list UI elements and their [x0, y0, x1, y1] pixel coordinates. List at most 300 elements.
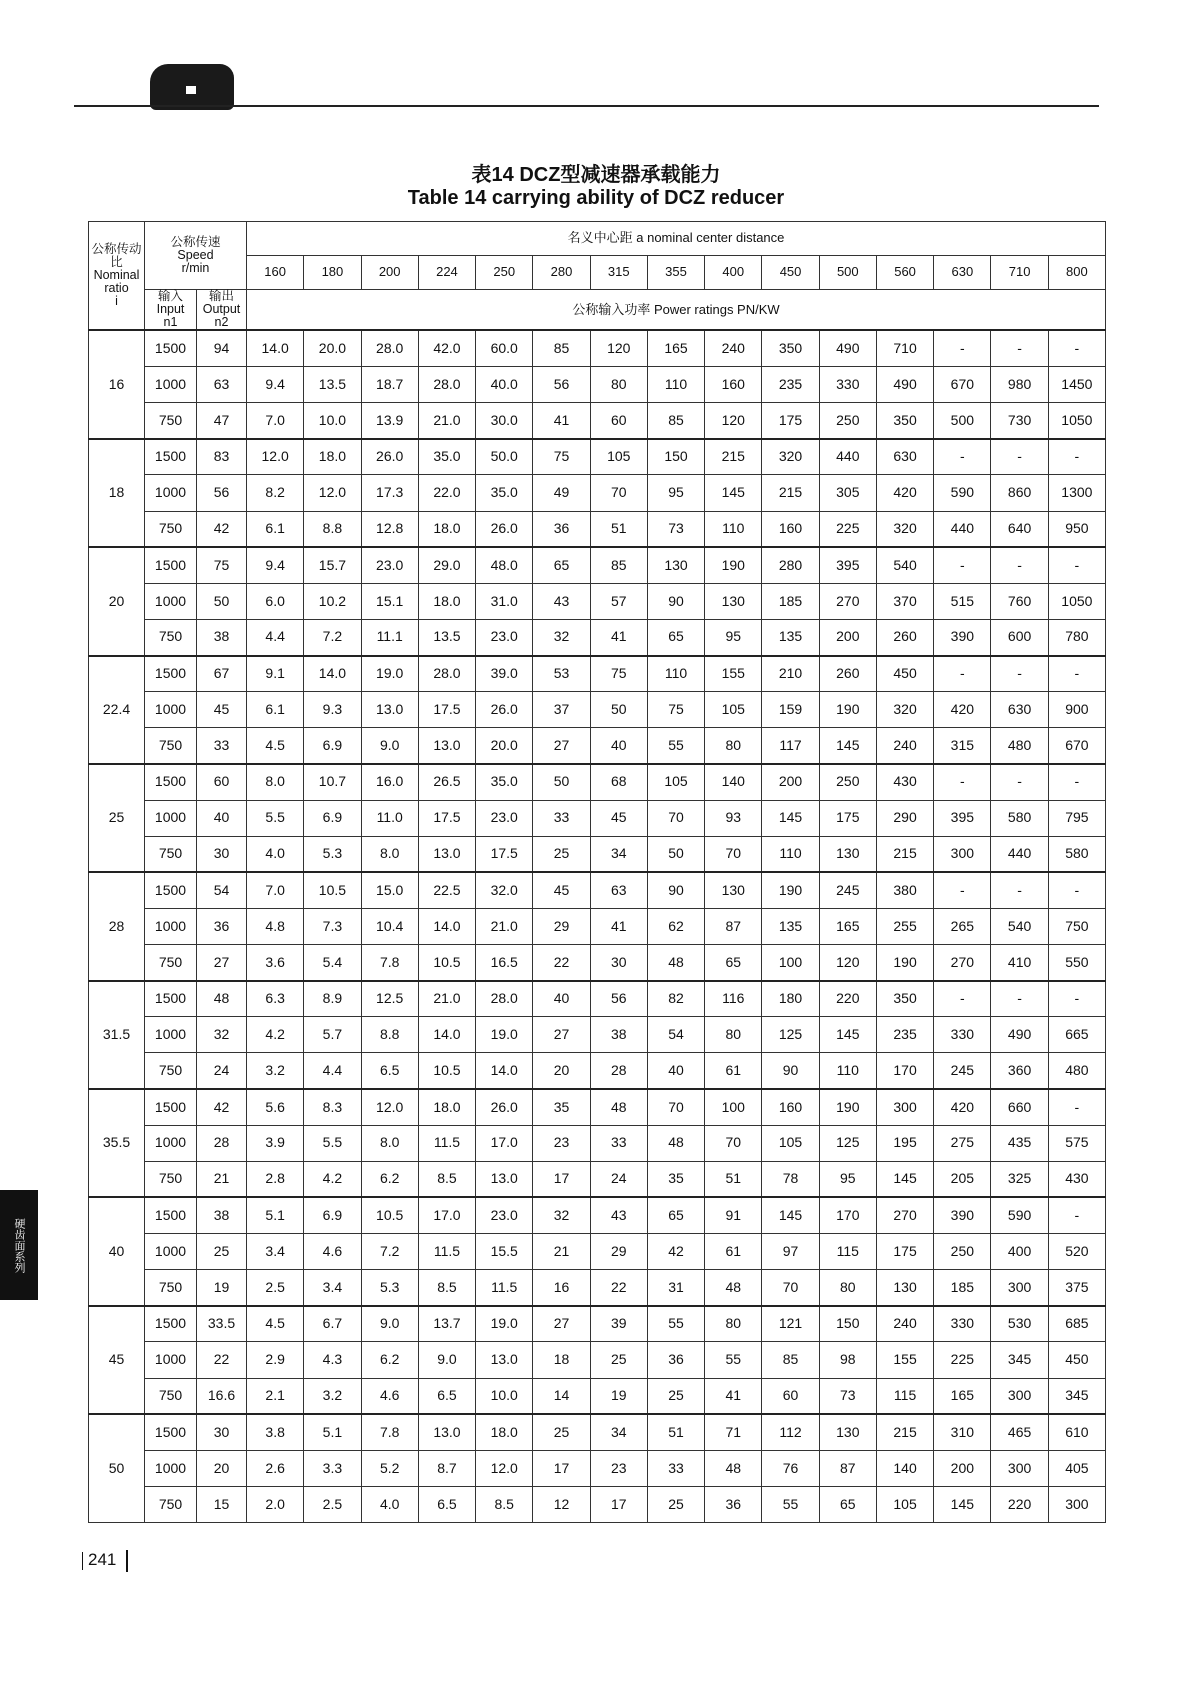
power-cell: 4.2: [304, 1161, 361, 1197]
power-cell: 51: [647, 1414, 704, 1450]
power-cell: 28.0: [418, 367, 475, 403]
power-cell: 125: [819, 1125, 876, 1161]
power-cell: 320: [762, 439, 819, 475]
power-cell: 14.0: [476, 1053, 533, 1089]
power-cell: 980: [991, 367, 1048, 403]
power-cell: 25: [647, 1486, 704, 1522]
output-speed-cell: 38: [197, 619, 247, 655]
input-speed-cell: 1500: [145, 764, 197, 800]
power-cell: 280: [762, 547, 819, 583]
logo: [150, 64, 234, 110]
power-cell: -: [1048, 1197, 1105, 1233]
power-cell: 11.5: [418, 1125, 475, 1161]
power-cell: 155: [705, 656, 762, 692]
power-cell: 17.5: [418, 692, 475, 728]
power-cell: 50: [647, 836, 704, 872]
output-speed-cell: 67: [197, 656, 247, 692]
power-cell: 117: [762, 728, 819, 764]
power-cell: 18.0: [418, 1089, 475, 1125]
power-cell: 1300: [1048, 475, 1105, 511]
power-cell: 49: [533, 475, 590, 511]
power-cell: 14.0: [304, 656, 361, 692]
power-cell: 57: [590, 583, 647, 619]
power-cell: 25: [647, 1378, 704, 1414]
power-cell: 70: [705, 836, 762, 872]
power-cell: -: [934, 439, 991, 475]
input-speed-cell: 1500: [145, 656, 197, 692]
table-row: [89, 908, 1106, 944]
power-cell: 85: [647, 403, 704, 439]
power-cell: 420: [934, 692, 991, 728]
power-cell: 19.0: [476, 1017, 533, 1053]
power-cell: 60: [590, 403, 647, 439]
center-distance-800: 800: [1048, 256, 1105, 290]
power-cell: 87: [705, 908, 762, 944]
power-cell: 215: [876, 836, 933, 872]
power-cell: 8.0: [247, 764, 304, 800]
output-speed-cell: 94: [197, 330, 247, 366]
power-cell: 75: [590, 656, 647, 692]
output-speed-cell: 48: [197, 981, 247, 1017]
power-cell: 115: [819, 1234, 876, 1270]
power-cell: 82: [647, 981, 704, 1017]
input-speed-cell: 750: [145, 1486, 197, 1522]
power-cell: 112: [762, 1414, 819, 1450]
power-cell: 290: [876, 800, 933, 836]
input-speed-cell: 1500: [145, 1306, 197, 1342]
power-cell: 225: [934, 1342, 991, 1378]
power-cell: 195: [876, 1125, 933, 1161]
power-cell: 17: [590, 1486, 647, 1522]
power-cell: 6.9: [304, 728, 361, 764]
table-row: [89, 439, 1106, 475]
power-cell: 3.4: [304, 1270, 361, 1306]
table-row: [89, 547, 1106, 583]
power-cell: 11.5: [418, 1234, 475, 1270]
power-cell: 18.0: [476, 1414, 533, 1450]
power-cell: 12.5: [361, 981, 418, 1017]
output-speed-cell: 33.5: [197, 1306, 247, 1342]
power-cell: 140: [705, 764, 762, 800]
power-cell: 145: [876, 1161, 933, 1197]
power-cell: 350: [876, 403, 933, 439]
power-cell: 12: [533, 1486, 590, 1522]
power-cell: 22: [590, 1270, 647, 1306]
power-cell: 8.5: [418, 1270, 475, 1306]
power-cell: 7.8: [361, 1414, 418, 1450]
power-cell: 22.5: [418, 872, 475, 908]
power-cell: 3.3: [304, 1450, 361, 1486]
power-cell: 8.2: [247, 475, 304, 511]
power-cell: 320: [876, 692, 933, 728]
power-cell: 490: [819, 330, 876, 366]
power-cell: 420: [876, 475, 933, 511]
power-cell: 14: [533, 1378, 590, 1414]
power-cell: 5.6: [247, 1089, 304, 1125]
power-cell: 240: [876, 1306, 933, 1342]
power-cell: -: [1048, 872, 1105, 908]
output-speed-cell: 30: [197, 836, 247, 872]
power-cell: -: [1048, 981, 1105, 1017]
power-cell: 9.0: [361, 1306, 418, 1342]
power-cell: 170: [819, 1197, 876, 1233]
center-distance-250: 250: [476, 256, 533, 290]
ratio-cell: 22.4: [89, 656, 145, 764]
power-cell: 20.0: [476, 728, 533, 764]
input-speed-cell: 1000: [145, 475, 197, 511]
power-cell: 520: [1048, 1234, 1105, 1270]
power-cell: 40.0: [476, 367, 533, 403]
power-cell: 6.5: [418, 1486, 475, 1522]
power-cell: 76: [762, 1450, 819, 1486]
ratio-cell: 50: [89, 1414, 145, 1522]
output-speed-cell: 15: [197, 1486, 247, 1522]
power-cell: 61: [705, 1234, 762, 1270]
ratio-cell: 25: [89, 764, 145, 872]
power-cell: 18.7: [361, 367, 418, 403]
power-cell: 20.0: [304, 330, 361, 366]
power-cell: -: [1048, 330, 1105, 366]
power-cell: -: [934, 981, 991, 1017]
power-cell: 4.0: [247, 836, 304, 872]
power-cell: 375: [1048, 1270, 1105, 1306]
power-cell: 305: [819, 475, 876, 511]
input-speed-cell: 1500: [145, 1414, 197, 1450]
power-cell: 145: [762, 1197, 819, 1233]
output-speed-cell: 30: [197, 1414, 247, 1450]
power-cell: 43: [590, 1197, 647, 1233]
power-cell: -: [991, 656, 1048, 692]
power-cell: 13.7: [418, 1306, 475, 1342]
power-cell: 575: [1048, 1125, 1105, 1161]
input-speed-cell: 1000: [145, 1450, 197, 1486]
power-cell: 90: [647, 583, 704, 619]
output-speed-cell: 22: [197, 1342, 247, 1378]
power-cell: 22.0: [418, 475, 475, 511]
output-speed-cell: 83: [197, 439, 247, 475]
power-cell: 270: [934, 945, 991, 981]
power-cell: 48: [705, 1450, 762, 1486]
ratio-header: [89, 222, 145, 331]
output-speed-cell: 32: [197, 1017, 247, 1053]
power-cell: 18: [533, 1342, 590, 1378]
power-cell: 2.9: [247, 1342, 304, 1378]
power-cell: 9.0: [361, 728, 418, 764]
power-cell: 450: [1048, 1342, 1105, 1378]
power-cell: 50: [533, 764, 590, 800]
table-row: [89, 1378, 1106, 1414]
power-cell: 27: [533, 728, 590, 764]
power-cell: 260: [876, 619, 933, 655]
power-cell: 405: [1048, 1450, 1105, 1486]
power-cell: 240: [876, 728, 933, 764]
power-cell: 53: [533, 656, 590, 692]
power-cell: 18.0: [304, 439, 361, 475]
power-cell: 11.5: [476, 1270, 533, 1306]
power-cell: 130: [647, 547, 704, 583]
power-cell: 32.0: [476, 872, 533, 908]
power-cell: 55: [762, 1486, 819, 1522]
power-cell: 410: [991, 945, 1048, 981]
power-cell: 51: [705, 1161, 762, 1197]
power-cell: 56: [590, 981, 647, 1017]
power-cell: 13.0: [418, 728, 475, 764]
power-cell: 18.0: [418, 583, 475, 619]
power-cell: 10.5: [304, 872, 361, 908]
power-cell: -: [1048, 764, 1105, 800]
power-cell: 190: [819, 1089, 876, 1125]
output-speed-cell: 47: [197, 403, 247, 439]
power-cell: -: [934, 330, 991, 366]
power-cell: 73: [819, 1378, 876, 1414]
power-cell: 480: [991, 728, 1048, 764]
power-cell: 2.6: [247, 1450, 304, 1486]
power-cell: 85: [533, 330, 590, 366]
power-cell: 90: [762, 1053, 819, 1089]
power-cell: 795: [1048, 800, 1105, 836]
power-cell: 27: [533, 1306, 590, 1342]
table-row: [89, 1234, 1106, 1270]
power-cell: 10.2: [304, 583, 361, 619]
speed-header-cn: 公称传速: [170, 234, 221, 249]
power-cell: 105: [876, 1486, 933, 1522]
power-cell: 12.8: [361, 511, 418, 547]
power-cell: 13.5: [304, 367, 361, 403]
table-row: [89, 656, 1106, 692]
power-cell: 8.5: [418, 1161, 475, 1197]
power-cell: 580: [991, 800, 1048, 836]
power-cell: 590: [934, 475, 991, 511]
power-cell: 110: [647, 656, 704, 692]
power-cell: 160: [705, 367, 762, 403]
table-row: [89, 872, 1106, 908]
power-cell: 9.4: [247, 367, 304, 403]
power-cell: 330: [934, 1017, 991, 1053]
power-cell: 9.1: [247, 656, 304, 692]
power-cell: 540: [991, 908, 1048, 944]
power-cell: 215: [876, 1414, 933, 1450]
power-cell: 90: [647, 872, 704, 908]
power-cell: 61: [705, 1053, 762, 1089]
power-cell: 630: [991, 692, 1048, 728]
power-cell: 3.6: [247, 945, 304, 981]
input-speed-cell: 1500: [145, 1197, 197, 1233]
power-cell: 70: [762, 1270, 819, 1306]
output-speed-cell: 36: [197, 908, 247, 944]
power-cell: 6.1: [247, 511, 304, 547]
power-cell: 39: [590, 1306, 647, 1342]
power-cell: 17.0: [476, 1125, 533, 1161]
power-cell: 55: [647, 1306, 704, 1342]
power-cell: 360: [991, 1053, 1048, 1089]
power-cell: 4.4: [304, 1053, 361, 1089]
power-cell: 345: [1048, 1378, 1105, 1414]
power-cell: 15.5: [476, 1234, 533, 1270]
power-cell: 270: [819, 583, 876, 619]
power-cell: 185: [934, 1270, 991, 1306]
power-cell: 4.6: [304, 1234, 361, 1270]
input-speed-cell: 750: [145, 1161, 197, 1197]
power-cell: 4.0: [361, 1486, 418, 1522]
power-cell: 35.0: [418, 439, 475, 475]
power-cell: 21: [533, 1234, 590, 1270]
power-cell: 48.0: [476, 547, 533, 583]
power-cell: 98: [819, 1342, 876, 1378]
power-cell: 330: [819, 367, 876, 403]
power-cell: 17.3: [361, 475, 418, 511]
power-cell: 95: [647, 475, 704, 511]
center-distance-560: 560: [876, 256, 933, 290]
power-cell: 41: [533, 403, 590, 439]
power-cell: 4.3: [304, 1342, 361, 1378]
power-cell: 860: [991, 475, 1048, 511]
power-cell: 7.3: [304, 908, 361, 944]
power-cell: 27: [533, 1017, 590, 1053]
power-cell: 430: [876, 764, 933, 800]
power-cell: 50: [590, 692, 647, 728]
power-cell: 760: [991, 583, 1048, 619]
table-row: [89, 583, 1106, 619]
power-cell: 300: [991, 1270, 1048, 1306]
center-distance-180: 180: [304, 256, 361, 290]
ratio-cell: 35.5: [89, 1089, 145, 1197]
power-cell: 390: [934, 619, 991, 655]
power-cell: 75: [533, 439, 590, 475]
power-cell: 2.1: [247, 1378, 304, 1414]
power-cell: 320: [876, 511, 933, 547]
power-cell: 9.3: [304, 692, 361, 728]
power-cell: 40: [533, 981, 590, 1017]
power-cell: 12.0: [247, 439, 304, 475]
power-cell: 300: [876, 1089, 933, 1125]
power-cell: 110: [705, 511, 762, 547]
ratio-cell: 16: [89, 330, 145, 438]
power-cell: 395: [934, 800, 991, 836]
table-row: [89, 1125, 1106, 1161]
power-cell: -: [991, 547, 1048, 583]
power-cell: 160: [762, 1089, 819, 1125]
input-speed-cell: 1000: [145, 1342, 197, 1378]
power-cell: 175: [762, 403, 819, 439]
power-cell: 18.0: [418, 511, 475, 547]
power-cell: 6.9: [304, 800, 361, 836]
center-distance-header: 名义中心距 a nominal center distance: [247, 222, 1106, 256]
output-speed-cell: 45: [197, 692, 247, 728]
output-speed-cell: 28: [197, 1125, 247, 1161]
output-speed-cell: 50: [197, 583, 247, 619]
power-cell: 10.0: [476, 1378, 533, 1414]
ratio-header-en: Nominal ratio: [93, 268, 140, 296]
power-cell: 78: [762, 1161, 819, 1197]
power-cell: 150: [819, 1306, 876, 1342]
power-cell: 7.0: [247, 403, 304, 439]
power-cell: 250: [819, 764, 876, 800]
power-cell: 10.7: [304, 764, 361, 800]
power-cell: -: [991, 981, 1048, 1017]
power-cell: 21.0: [418, 981, 475, 1017]
power-cell: 60.0: [476, 330, 533, 366]
power-cell: 160: [762, 511, 819, 547]
power-cell: 8.7: [418, 1450, 475, 1486]
output-speed-cell: 16.6: [197, 1378, 247, 1414]
page-number: 241: [88, 1550, 117, 1569]
power-cell: 130: [819, 1414, 876, 1450]
power-cell: 70: [647, 1089, 704, 1125]
power-cell: 6.7: [304, 1306, 361, 1342]
speed-header: [145, 222, 247, 290]
table-row: [89, 330, 1106, 366]
speed-header-en: Speed: [177, 247, 214, 262]
ratio-cell: 20: [89, 547, 145, 655]
power-cell: 39.0: [476, 656, 533, 692]
power-cell: 5.5: [247, 800, 304, 836]
power-cell: 70: [590, 475, 647, 511]
power-cell: 270: [876, 1197, 933, 1233]
power-cell: 54: [647, 1017, 704, 1053]
table-title-cn: 表14 DCZ型减速器承载能力: [471, 164, 721, 186]
power-cell: 225: [819, 511, 876, 547]
power-cell: 130: [819, 836, 876, 872]
power-cell: 240: [705, 330, 762, 366]
power-cell: 710: [876, 330, 933, 366]
power-cell: 190: [819, 692, 876, 728]
table-row: [89, 1342, 1106, 1378]
power-cell: 23: [590, 1450, 647, 1486]
input-speed-cell: 1500: [145, 330, 197, 366]
power-cell: 3.2: [247, 1053, 304, 1089]
power-cell: 150: [647, 439, 704, 475]
table-row: [89, 1306, 1106, 1342]
power-cell: 210: [762, 656, 819, 692]
power-cell: 13.0: [361, 692, 418, 728]
power-cell: -: [1048, 1089, 1105, 1125]
output-speed-cell: 33: [197, 728, 247, 764]
power-cell: 32: [533, 619, 590, 655]
carrying-ability-table: [88, 221, 1106, 1523]
power-cell: 2.5: [304, 1486, 361, 1522]
power-cell: 13.9: [361, 403, 418, 439]
power-cell: 91: [705, 1197, 762, 1233]
power-cell: 33: [533, 800, 590, 836]
input-speed-cell: 1500: [145, 1089, 197, 1125]
output-speed-cell: 60: [197, 764, 247, 800]
ratio-cell: 40: [89, 1197, 145, 1305]
power-cell: 36: [705, 1486, 762, 1522]
table-title-en: Table 14 carrying ability of DCZ reducer: [407, 187, 785, 209]
power-cell: 80: [819, 1270, 876, 1306]
power-cell: 440: [934, 511, 991, 547]
power-cell: 80: [705, 1017, 762, 1053]
ratio-header-cn: 公称传动比: [91, 241, 142, 269]
power-cell: 36: [533, 511, 590, 547]
power-cell: 42.0: [418, 330, 475, 366]
input-speed-cell: 1500: [145, 439, 197, 475]
power-cell: 10.4: [361, 908, 418, 944]
power-cell: 48: [647, 945, 704, 981]
power-cell: 665: [1048, 1017, 1105, 1053]
power-cell: 120: [590, 330, 647, 366]
power-cell: 3.9: [247, 1125, 304, 1161]
power-cell: 900: [1048, 692, 1105, 728]
input-speed-cell: 750: [145, 1378, 197, 1414]
power-cell: 5.7: [304, 1017, 361, 1053]
power-cell: 87: [819, 1450, 876, 1486]
power-cell: 70: [647, 800, 704, 836]
power-cell: -: [1048, 656, 1105, 692]
power-cell: 540: [876, 547, 933, 583]
power-cell: 105: [590, 439, 647, 475]
power-cell: -: [1048, 439, 1105, 475]
